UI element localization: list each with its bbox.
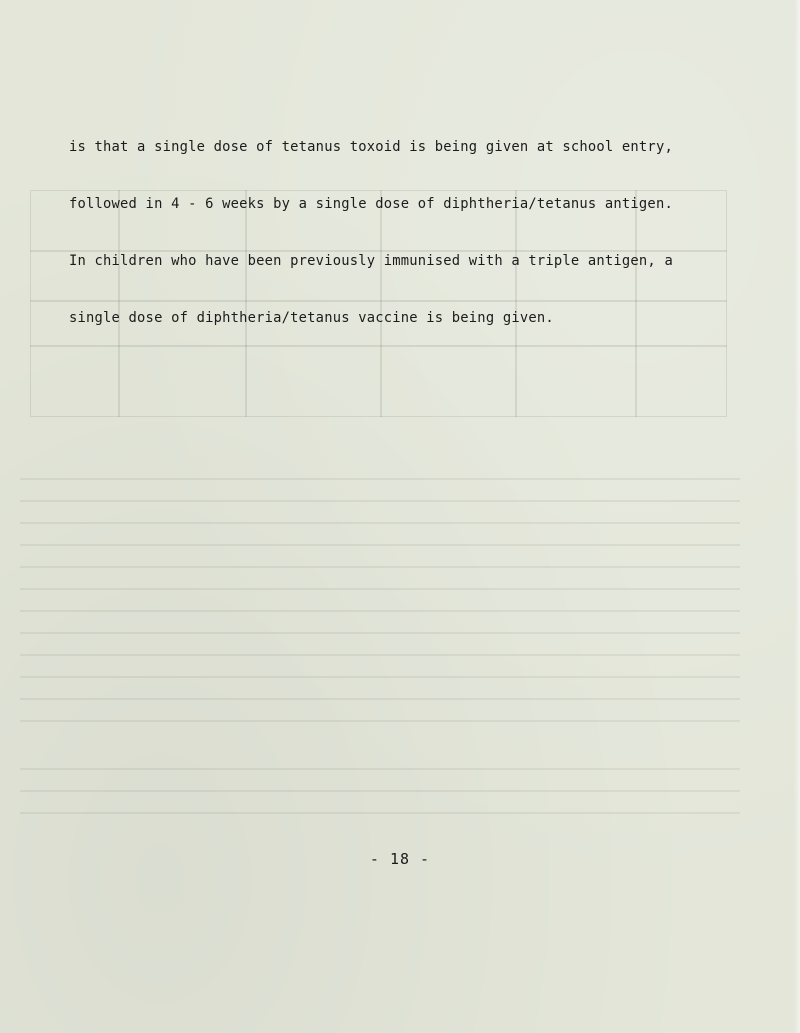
- body-paragraph: [69, 100, 729, 366]
- page-number: - 18 -: [369, 850, 431, 868]
- show-through-line: [20, 698, 740, 700]
- show-through-line: [20, 720, 740, 722]
- show-through-line: [20, 610, 740, 612]
- show-through-line: [20, 812, 740, 814]
- show-through-line: [20, 768, 740, 770]
- show-through-line: [20, 500, 740, 502]
- page-edge: [794, 0, 800, 1033]
- show-through-line: [20, 588, 740, 590]
- show-through-line: [20, 478, 740, 480]
- paragraph-line: single dose of diphtheria/tetanus vaccine is being given.: [69, 310, 554, 326]
- show-through-line: [20, 790, 740, 792]
- paragraph-line: is that a single dose of tetanus toxoid is being given at school entry,: [69, 139, 673, 155]
- paragraph-line: In children who have been previously immunised with a triple antigen, a: [69, 253, 673, 269]
- show-through-line: [20, 654, 740, 656]
- show-through-line: [20, 522, 740, 524]
- show-through-line: [20, 566, 740, 568]
- show-through-line: [20, 676, 740, 678]
- show-through-line: [20, 632, 740, 634]
- paragraph-line: followed in 4 - 6 weeks by a single dose of diphtheria/tetanus antigen.: [69, 196, 673, 212]
- show-through-line: [20, 544, 740, 546]
